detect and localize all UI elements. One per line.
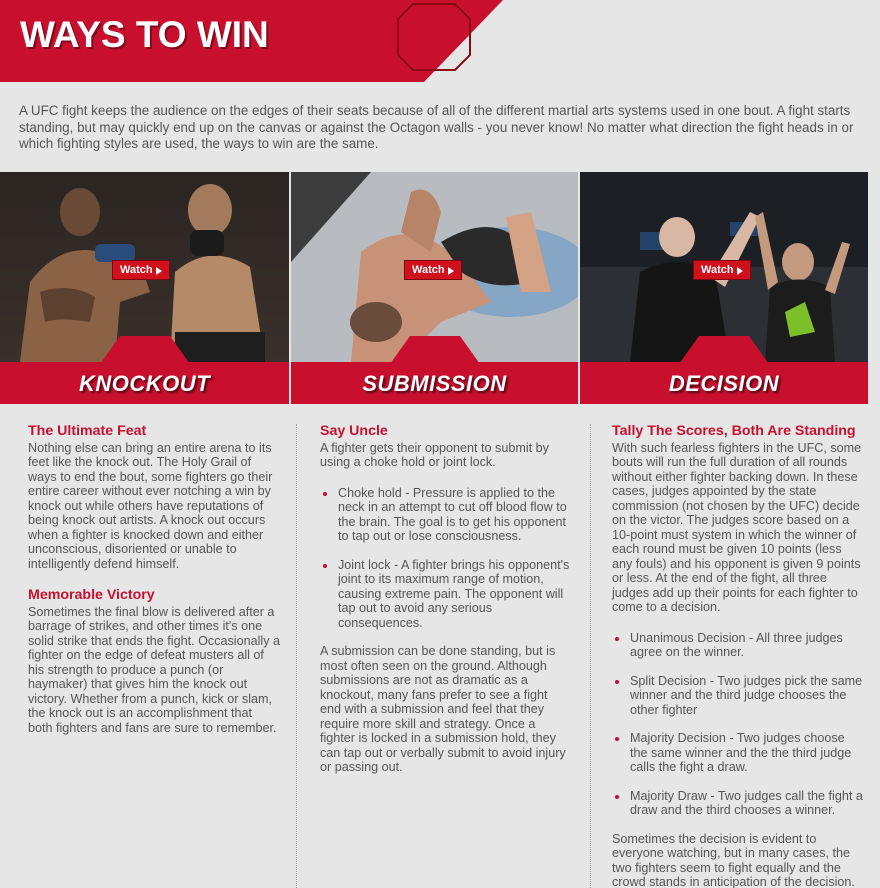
page-header-banner — [0, 0, 503, 82]
knockout-column — [28, 424, 280, 735]
ways-to-win-cards — [0, 172, 880, 404]
card-notch — [390, 336, 480, 364]
card-notch — [679, 336, 769, 364]
list-item: Unanimous Decision - All three judges agree on the winner. — [612, 631, 864, 660]
section-text: A submission can be done standing, but is most often seen on the ground. Although submissions are not as dramatic as a knockout, many fans prefer to see a fight end with a submission and feel that they require more skill and strategy. Once a fighter is locked in a submission hold, they can tap out or verbally submit to avoid injury or passing out. — [320, 644, 566, 774]
play-icon — [156, 267, 162, 275]
section-text: With such fearless fighters in the UFC, some bouts will run the full duration of all rounds without either fighter backing down. In these cases, judges appointed by the state commission (not chosen by the UFC) decide on the victor. The judges score based on a 10-point must system in which the winner of each round must be given 10 points (less any fouls) and his opponent is given 9 points or less. At the end of the fight, all three judges add up their points for each fighter to come to a decision. — [612, 440, 862, 614]
page-title: WAYS TO WIN — [20, 14, 269, 55]
section-heading: Tally The Scores, Both Are Standing — [612, 423, 856, 439]
knockout-photo[interactable] — [0, 172, 289, 362]
decision-column — [612, 424, 864, 888]
section-heading: The Ultimate Feat — [28, 423, 147, 439]
section-heading: Say Uncle — [320, 423, 388, 439]
section-text: Sometimes the final blow is delivered after a barrage of strikes, and other times it's one solid strike that ends the fight. Occasionally a fighter on the edge of defeat musters all of his strength to produce a punch (or haymaker) that gives him the knock out victory. Whether from a punch, kick or slam, the knock out is an accomplishment that both fighters and fans are sure to remember. — [28, 604, 281, 735]
card-knockout[interactable] — [0, 172, 289, 404]
card-label-decision[interactable]: DECISION — [668, 371, 780, 396]
decision-photo[interactable] — [580, 172, 868, 362]
card-label-submission[interactable]: SUBMISSION — [362, 371, 507, 396]
decision-list — [612, 631, 864, 818]
watch-label: Watch — [701, 264, 734, 276]
play-icon — [737, 267, 743, 275]
submission-list — [320, 486, 570, 631]
section-text: A fighter gets their opponent to submit by using a choke hold or joint lock. — [320, 440, 549, 469]
column-divider — [296, 424, 297, 888]
watch-label: Watch — [120, 264, 153, 276]
intro-text: A UFC fight keeps the audience on the edges of their seats because of all of the different martial arts systems used in one bout. A fight starts standing, but may quickly end up on the canvas or against the Octagon walls - you never know! No matter what direction the fight heads in or which fighting styles are used, the ways to win are the same. — [19, 103, 854, 151]
watch-button[interactable] — [112, 260, 170, 280]
card-label-knockout[interactable]: KNOCKOUT — [78, 371, 211, 396]
play-icon — [448, 267, 454, 275]
watch-button[interactable] — [404, 260, 462, 280]
section-text: Sometimes the decision is evident to everyone watching, but in many cases, the two fighters seem to fight equally and the crowd stands in anticipation of the decision. — [612, 831, 855, 888]
watch-button[interactable] — [693, 260, 751, 280]
card-notch — [100, 336, 190, 364]
card-decision[interactable] — [580, 172, 868, 404]
list-item: Majority Decision - Two judges choose the same winner and the the third judge calls the fight a draw. — [612, 731, 864, 775]
column-divider — [590, 424, 591, 888]
card-submission[interactable] — [291, 172, 578, 404]
submission-photo[interactable] — [291, 172, 578, 362]
section-heading: Memorable Victory — [28, 587, 155, 603]
list-item: Split Decision - Two judges pick the same winner and the third judge chooses the other fighter — [612, 674, 864, 718]
submission-column — [320, 424, 570, 775]
list-item: Majority Draw - Two judges call the fight a draw and the third chooses a winner. — [612, 789, 864, 818]
list-item: Joint lock - A fighter brings his opponent's joint to its maximum range of motion, causing extreme pain. The opponent will tap out to avoid any serious consequences. — [320, 558, 570, 631]
watch-label: Watch — [412, 264, 445, 276]
list-item: Choke hold - Pressure is applied to the neck in an attempt to cut off blood flow to the brain. The goal is to get his opponent to tap out or lose consciousness. — [320, 486, 570, 544]
section-text: Nothing else can bring an entire arena to its feet like the knock out. The Holy Grail of ways to end the bout, some fighters go their entire career without ever notching a win by knock out while others have reputations of being knock out artists. A knock out occurs when a fighter is knocked down and either unconscious, disoriented or unable to intelligently defend himself. — [28, 440, 273, 571]
